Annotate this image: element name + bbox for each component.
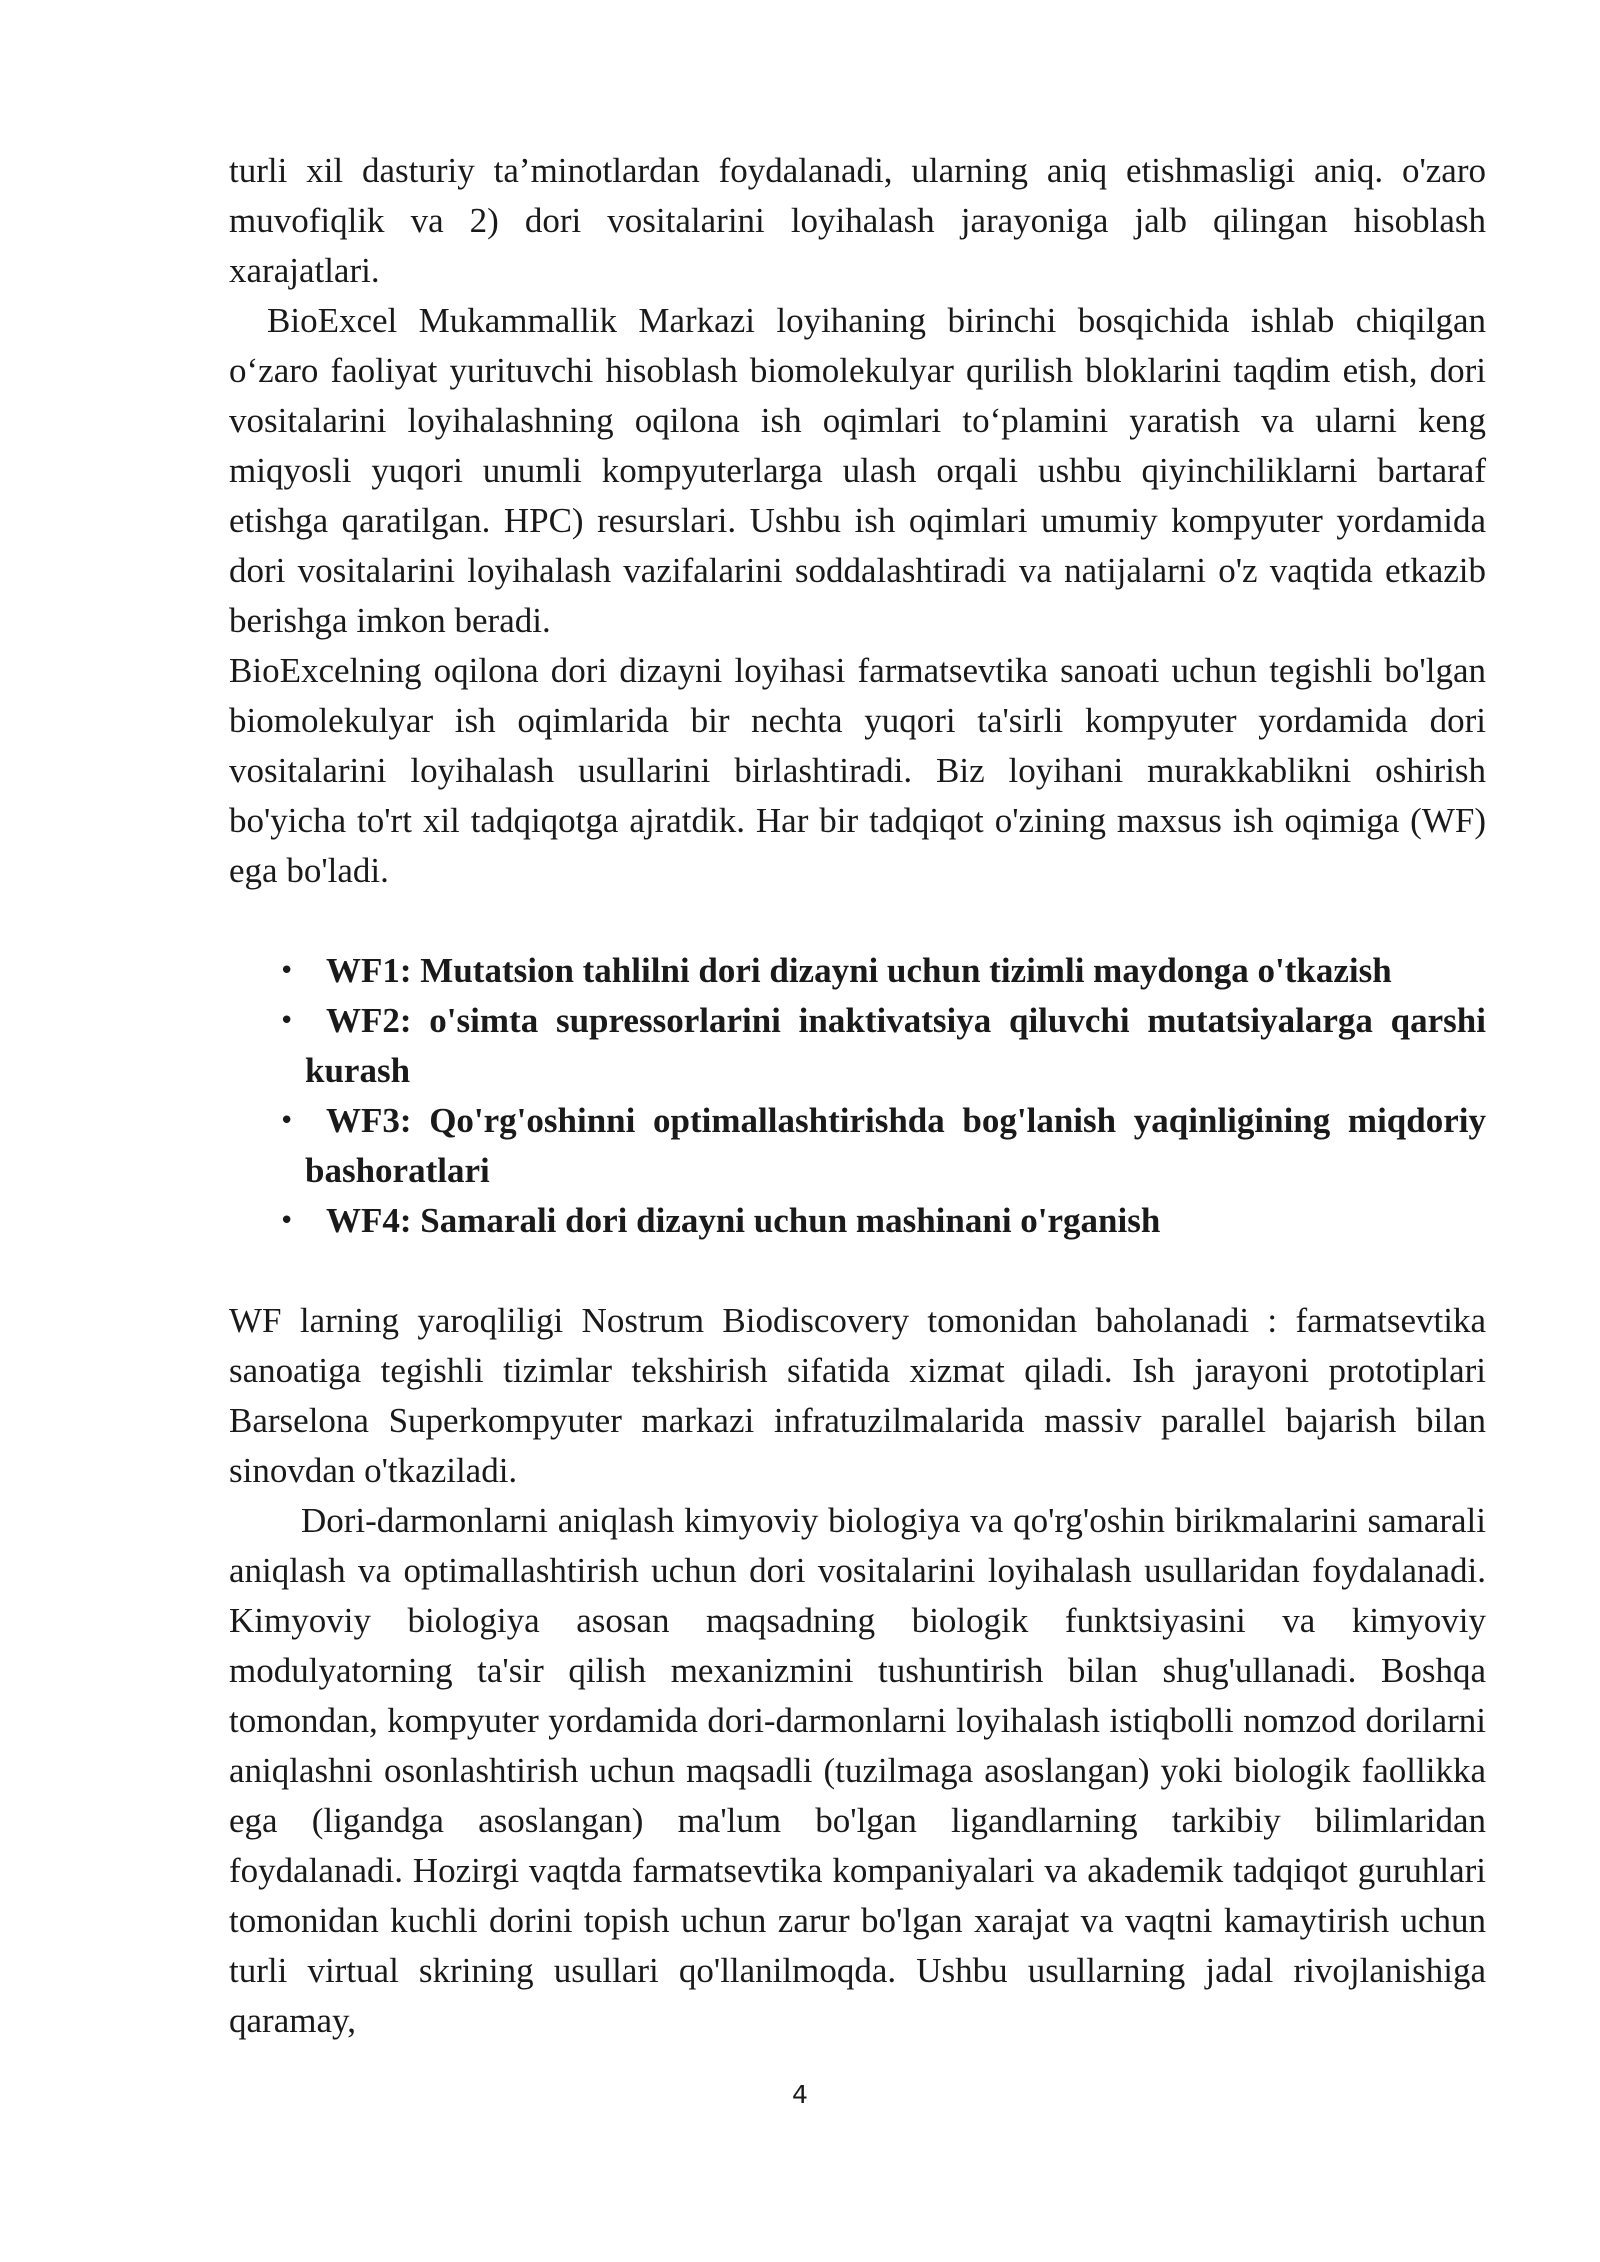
page-body: [229, 146, 1486, 2046]
vertical-spacer: [229, 1246, 1486, 1296]
list-item-wf2: [229, 996, 1486, 1096]
workflow-list: [229, 946, 1486, 1246]
workflow-text: WF2: o'simta supressorlarini inaktivatsiya qiluvchi mutatsiyalarga qarshi kurash: [305, 1001, 1486, 1090]
bullet-icon: •: [279, 1106, 295, 1136]
page-number: 4: [792, 2080, 808, 2109]
paragraph-bioexcel-center: BioExcel Mukammallik Markazi loyihaning birinchi bosqichida ishlab chiqilgan o‘zaro faoliyat yurituvchi hisoblash biomolekulyar qurilish bloklarini taqdim etish, dori vositalarini loyihalashning oqilona ish oqimlari to‘plamini yaratish va ularni keng miqyosli yuqori unumli kompyuterlarga ulash orqali ushbu qiyinchiliklarni bartaraf etishga qaratilgan. HPC) resurslari. Ushbu ish oqimlari umumiy kompyuter yordamida dori vositalarini loyihalash vazifalarini soddalashtiradi va natijalarni o'z vaqtida etkazib berishga imkon beradi.: [229, 301, 1486, 640]
bullet-icon: •: [279, 1206, 295, 1236]
workflow-text: WF3: Qo'rg'oshinni optimallashtirishda bog'lanish yaqinligining miqdoriy bashoratlari: [305, 1101, 1486, 1190]
list-item-wf1: [229, 946, 1486, 996]
paragraph-wf-validation: WF larning yaroqliligi Nostrum Biodiscovery tomonidan baholanadi : farmatsevtika sanoatiga tegishli tizimlar tekshirish sifatida xizmat qiladi. Ish jarayoni prototiplari Barselona Superkompyuter markazi infratuzilmalarida massiv parallel bajarish bilan sinovdan o'tkaziladi.: [229, 1301, 1486, 1490]
workflow-text: WF4: Samarali dori dizayni uchun mashinani o'rganish: [326, 1201, 1161, 1240]
list-item-wf4: [229, 1196, 1486, 1246]
bullet-icon: •: [279, 1006, 295, 1036]
list-item-wf3: [229, 1096, 1486, 1196]
vertical-spacer: [229, 896, 1486, 946]
workflow-text: WF1: Mutatsion tahlilni dori dizayni uchun tizimli maydonga o'tkazish: [326, 951, 1392, 990]
paragraph-intro-continuation: turli xil dasturiy ta’minotlardan foydalanadi, ularning aniq etishmasligi aniq. o'zaro muvofiqlik va 2) dori vositalarini loyihalash jarayoniga jalb qilingan hisoblash xarajatlari.: [229, 151, 1486, 290]
bullet-icon: •: [279, 956, 295, 986]
paragraph-rational-drug-design: BioExcelning oqilona dori dizayni loyihasi farmatsevtika sanoati uchun tegishli bo'lgan biomolekulyar ish oqimlarida bir nechta yuqori ta'sirli kompyuter yordamida dori vositalarini loyihalash usullarini birlashtiradi. Biz loyihani murakkablikni oshirish bo'yicha to'rt xil tadqiqotga ajratdik. Har bir tadqiqot o'zining maxsus ish oqimiga (WF) ega bo'ladi.: [229, 651, 1486, 890]
paragraph-drug-discovery: Dori-darmonlarni aniqlash kimyoviy biologiya va qo'rg'oshin birikmalarini samarali aniqlash va optimallashtirish uchun dori vositalarini loyihalash usullaridan foydalanadi. Kimyoviy biologiya asosan maqsadning biologik funktsiyasini va kimyoviy modulyatorning ta'sir qilish mexanizmini tushuntirish bilan shug'ullanadi. Boshqa tomondan, kompyuter yordamida dori-darmonlarni loyihalash istiqbolli nomzod dorilarni aniqlashni osonlashtirish uchun maqsadli (tuzilmaga asoslangan) yoki biologik faollikka ega (ligandga asoslangan) ma'lum bo'lgan ligandlarning tarkibiy bilimlaridan foydalanadi. Hozirgi vaqtda farmatsevtika kompaniyalari va akademik tadqiqot guruhlari tomonidan kuchli dorini topish uchun zarur bo'lgan xarajat va vaqtni kamaytirish uchun turli virtual skrining usullari qo'llanilmoqda. Ushbu usullarning jadal rivojlanishiga qaramay,: [229, 1501, 1486, 2040]
